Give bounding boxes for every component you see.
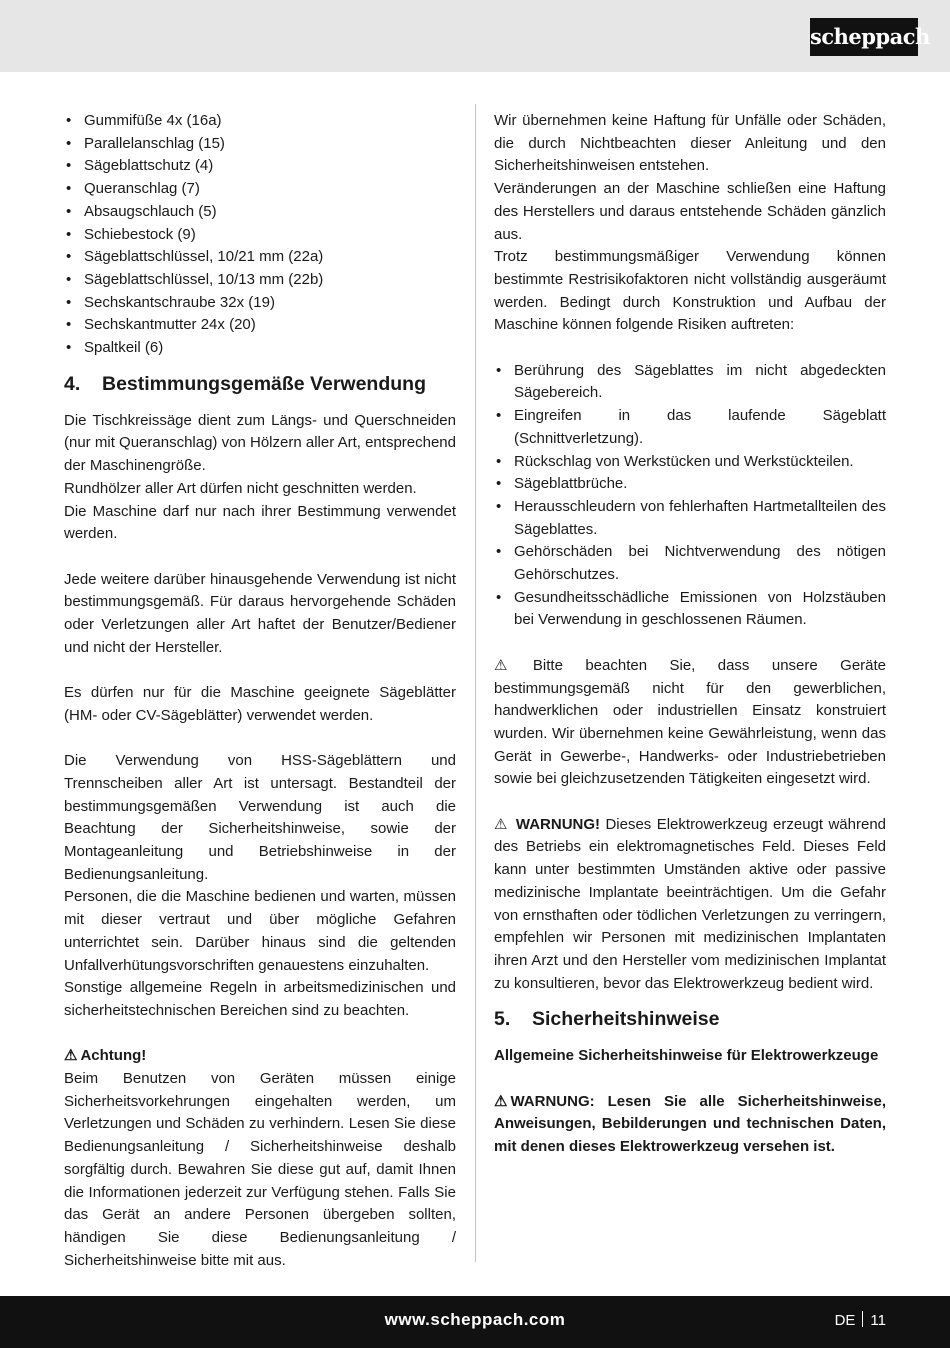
page-number: 11 xyxy=(870,1312,886,1329)
paragraph: Trotz bestimmungsmäßiger Verwendung können bestimmte Restrisikofaktoren nicht vollständig ausgeräumt werden. Bedingt durch Konstruktion und Aufbau der Maschine können folgende Risiken auftreten: xyxy=(494,248,886,334)
note-paragraph xyxy=(494,655,886,791)
list-item: • Sägeblattbrüche. xyxy=(494,473,886,496)
list-item: • Berührung des Sägeblattes im nicht abgedeckten Sägebereich. xyxy=(494,360,886,405)
list-item: • Schiebestock (9) xyxy=(64,224,456,247)
section-heading-5 xyxy=(494,995,886,1045)
warning-label: WARNUNG! xyxy=(515,815,601,833)
list-item: • Herausschleudern von fehlerhaften Hartmetallteilen des Sägeblattes. xyxy=(494,496,886,541)
subheading: Allgemeine Sicherheitshinweise für Elektrowerkzeuge xyxy=(494,1047,879,1065)
list-item: • Sägeblattschlüssel, 10/21 mm (22a) xyxy=(64,246,456,269)
warning-triangle-icon: ⚠ xyxy=(494,656,508,674)
risk-list xyxy=(494,360,886,632)
caution-title: Achtung! xyxy=(80,1047,147,1065)
list-item: • Eingreifen in das laufende Sägeblatt (Schnittverletzung). xyxy=(494,405,886,450)
paragraph: Die Verwendung von HSS-Sägeblättern und Trennscheiben aller Art ist untersagt. Bestandteil der bestimmungsgemäßen Verwendung ist auch die Beachtung der Sicherheitshinweise, sowie der Montageanleitung und Betriebshinweise in der Bedienungsanleitung. xyxy=(64,752,456,883)
list-item: • Sägeblattschlüssel, 10/13 mm (22b) xyxy=(64,269,456,292)
language-code: DE xyxy=(834,1312,856,1329)
warning-triangle-icon: ⚠ xyxy=(64,1047,78,1065)
paragraph: Jede weitere darüber hinausgehende Verwendung ist nicht bestimmungsgemäß. Für daraus hervorgehende Schäden oder Verletzungen aller Art haftet der Benutzer/Bediener und nicht der Hersteller. xyxy=(64,570,456,656)
paragraph: Die Tischkreissäge dient zum Längs- und Querschneiden (nur mit Queranschlag) von Hölzern aller Art, entsprechend der Maschinengröße. xyxy=(64,411,456,475)
list-item: • Rückschlag von Werkstücken und Werkstückteilen. xyxy=(494,451,886,474)
paragraph: Rundhölzer aller Art dürfen nicht geschnitten werden. xyxy=(64,479,417,497)
warning-triangle-icon: ⚠ xyxy=(494,815,508,833)
list-item: • Sechskantschraube 32x (19) xyxy=(64,292,456,315)
list-item: • Sechskantmutter 24x (20) xyxy=(64,314,456,337)
paragraph: Sonstige allgemeine Regeln in arbeitsmedizinischen und sicherheitstechnischen Bereichen sind zu beachten. xyxy=(64,979,456,1019)
page-header xyxy=(0,0,950,72)
section-heading-4 xyxy=(64,360,456,410)
column-divider xyxy=(475,104,476,1262)
page-indicator xyxy=(835,1311,886,1329)
list-item: • Spaltkeil (6) xyxy=(64,337,456,360)
list-item: • Sägeblattschutz (4) xyxy=(64,155,456,178)
list-item: • Gehörschäden bei Nichtverwendung des nötigen Gehörschutzes. xyxy=(494,541,886,586)
section-number: 5. xyxy=(494,1008,511,1031)
caution-heading xyxy=(64,1045,456,1068)
list-item: • Parallelanschlag (15) xyxy=(64,133,456,156)
note-text: Bitte beachten Sie, dass unsere Geräte bestimmungsgemäß nicht für den gewerblichen, handwerklichen oder industriellen Einsatz konstruiert wurden. Wir übernehmen keine Gewährleistung, wenn das Gerät in Gewerbe-, Handwerks- oder Industriebetrieben sowie bei gleichzusetzenden Tätigkeiten eingesetzt wird. xyxy=(494,656,887,788)
list-item: • Gesundheitsschädliche Emissionen von Holzstäuben bei Verwendung in geschlossenen Räumen. xyxy=(494,587,886,632)
paragraph: Veränderungen an der Maschine schließen eine Haftung des Herstellers und daraus entstehende Schäden gänzlich aus. xyxy=(494,180,886,243)
left-column xyxy=(64,110,456,1272)
list-item: • Absaugschlauch (5) xyxy=(64,201,456,224)
warning-text: Dieses Elektrowerkzeug erzeugt während des Betriebs ein elektromagnetisches Feld. Dieses Feld kann unter bestimmten Umständen aktive oder passive medizinische Implantate beeinträchtigen. Um die Gefahr von ernsthaften oder tödlichen Verletzungen zu verringern, empfehlen wir Personen mit medizinischen Implantaten ihren Arzt und den Hersteller vom medizinischen Implantat zu konsultieren, bevor das Elektrowerkzeug bedient wird. xyxy=(494,815,886,992)
paragraph: Die Maschine darf nur nach ihrer Bestimmung verwendet werden. xyxy=(64,502,456,543)
warning-paragraph xyxy=(494,1091,886,1159)
caution-text: Beim Benutzen von Geräten müssen einige Sicherheitsvorkehrungen eingehalten werden, um Verletzungen und Schäden zu verhindern. Lesen Sie diese Bedienungsanleitung / Sicherheitshinweise deshalb sorgfältig durch. Bewahren Sie diese gut auf, damit Ihnen die Informationen jederzeit zur Verfügung stehen. Falls Sie das Gerät an andere Personen übergeben sollten, händigen Sie diese Bedienungsanleitung / Sicherheitshinweise bitte mit aus. xyxy=(64,1070,456,1269)
warning-text: WARNUNG: Lesen Sie alle Sicherheitshinweise, Anweisungen, Bebilderungen und technischen Daten, mit denen dieses Elektrowerkzeug versehen ist. xyxy=(494,1092,886,1156)
page-footer xyxy=(0,1296,950,1348)
paragraph: Es dürfen nur für die Maschine geeignete Sägeblätter (HM- oder CV-Sägeblätter) verwendet werden. xyxy=(64,684,456,724)
list-item: • Queranschlag (7) xyxy=(64,178,456,201)
parts-list xyxy=(64,110,456,360)
paragraph: Wir übernehmen keine Haftung für Unfälle oder Schäden, die durch Nichtbeachten dieser Anleitung und den Sicherheitshinweisen entstehen. xyxy=(494,112,886,175)
separator xyxy=(862,1311,863,1327)
warning-triangle-icon: ⚠ xyxy=(494,1092,508,1110)
list-item: • Gummifüße 4x (16a) xyxy=(64,110,456,133)
scheppach-logo: scheppach xyxy=(810,18,918,56)
website-url[interactable]: www.scheppach.com xyxy=(384,1310,566,1329)
section-number: 4. xyxy=(64,372,81,395)
section-title: Bestimmungsgemäße Verwendung xyxy=(102,372,426,395)
paragraph: Personen, die die Maschine bedienen und warten, müssen mit dieser vertraut und über mögliche Gefahren unterrichtet sein. Darüber hinaus sind die geltenden Unfallverhütungsvorschriften genauestens einzuhalten. xyxy=(64,888,456,974)
right-column xyxy=(494,110,886,1159)
warning-paragraph xyxy=(494,814,886,996)
section-title: Sicherheitshinweise xyxy=(532,1008,720,1031)
